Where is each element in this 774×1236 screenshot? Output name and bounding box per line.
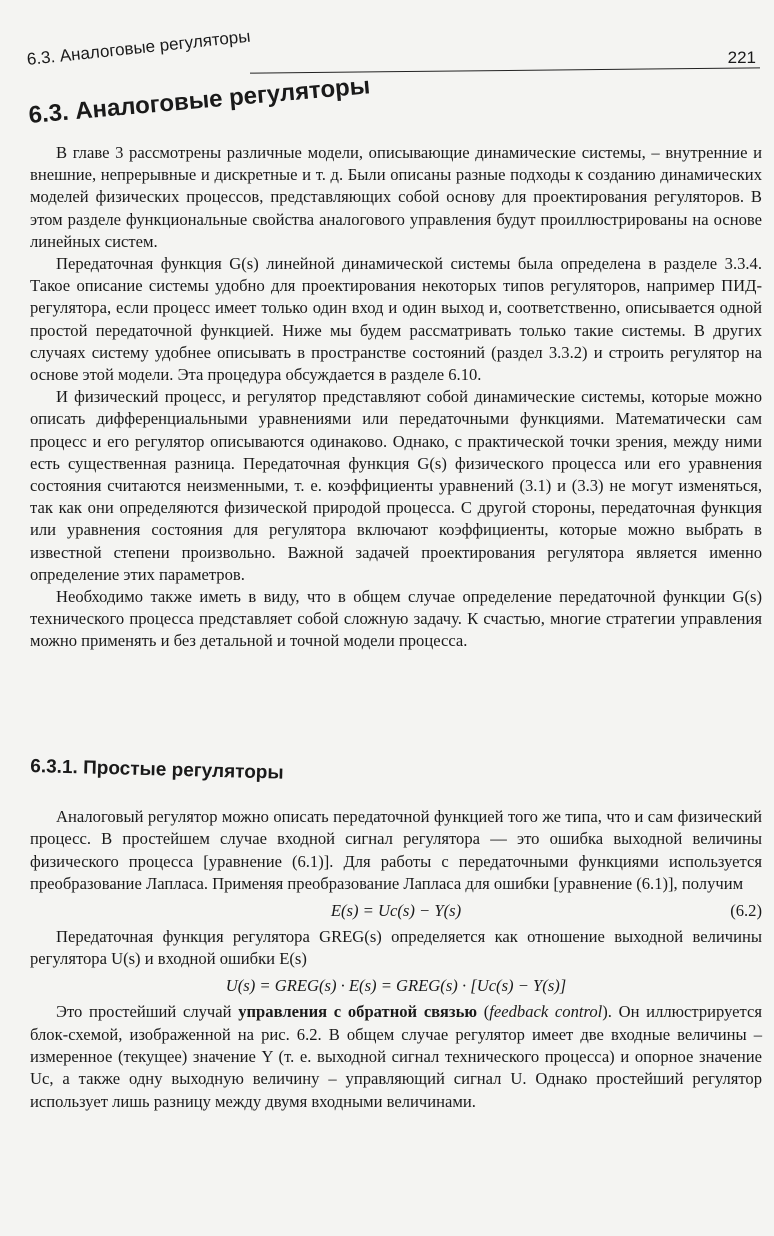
- equation-6-2: [30, 900, 762, 922]
- paragraph: И физический процесс, и регулятор представляют собой динамические системы, которые можно описать дифференциальными уравнениями или передаточными функциями. Математически сам процесс и его регулятор описываются одинаково. Однако, с практической точки зрения, между ними есть существенная разница. Передаточная функция G(s) физического процесса или его уравнения состояния считаются неизменными, т. е. коэффициенты уравнений (3.1) и (3.3) не могут изменяться, так как они определяются физической природой процесса. С другой стороны, передаточная функция или уравнения состояния для регулятора включают коэффициенты, которые можно выбрать в известной степени произвольно. Важной задачей проектирования регулятора является именно определение этих параметров.: [30, 387, 762, 584]
- subsection-title: 6.3.1. Простые регуляторы: [30, 756, 284, 784]
- equation-text: E(s) = Uc(s) − Y(s): [330, 900, 462, 920]
- page-number: 221: [727, 48, 756, 67]
- paragraph: В главе 3 рассмотрены различные модели, описывающие динамические системы, – внутренние и внешние, непрерывные и дискретные и т. д. Были описаны разные подходы к созданию динамических моделей физических процессов, представляющих собой основу для проектирования регуляторов. В этом разделе функциональные свойства аналогового управления будут проиллюстрированы на основе линейных систем.: [30, 143, 762, 251]
- paragraph: Передаточная функция регулятора GREG(s) определяется как отношение выходной величины регулятора U(s) и входной ошибки E(s): [30, 927, 762, 969]
- paragraph: Аналоговый регулятор можно описать передаточной функцией того же типа, что и сам физический процесс. В простейшем случае входной сигнал регулятора — это ошибка выходной величины физического процесса [уравнение (6.1)]. Для работы с передаточными функциями используется преобразование Лапласа. Применяя преобразование Лапласа для ошибки [уравнение (6.1)], получим: [30, 807, 762, 894]
- running-head: 6.3. Аналоговые регуляторы: [25, 26, 252, 70]
- header-rule: [250, 67, 760, 73]
- equation-controller: [30, 975, 762, 997]
- paragraph: Это простейший случай управления с обратной связью (feedback control). Он иллюстрируется блок-схемой, изображенной на рис. 6.2. В общем случае регулятор имеет две входные величины – измеренное (текущее) значение Y (т. е. выходной сигнал технического процесса) и опорное значение Uc, а также одну выходную величину – управляющий сигнал U. Однако простейший регулятор использует лишь разницу между двумя входными величинами.: [30, 1002, 762, 1111]
- section-body: [30, 142, 762, 653]
- paragraph: Необходимо также иметь в виду, что в общем случае определение передаточной функции G(s) технического процесса представляет собой сложную задачу. К счастью, многие стратегии управления можно применять и без детальной и точной модели процесса.: [30, 587, 762, 651]
- paragraph-rest: Он иллюстрируется блок-схемой, изображенной на рис. 6.2. В общем случае регулятор имеет две входные величины – измеренное (текущее) значение Y (т. е. выходной сигнал технического процесса) и опорное значение Uc, а также одну выходную величину – управляющий сигнал U. Однако простейший регулятор использует лишь разницу между двумя входными величинами.: [30, 1002, 762, 1111]
- section-title: 6.3. Аналоговые регуляторы: [27, 72, 372, 130]
- bold-term: управления с обратной связью: [238, 1002, 478, 1022]
- equation-number: (6.2): [730, 900, 762, 920]
- paragraph-start: Это простейший случай: [56, 1002, 239, 1022]
- equation-text: U(s) = GREG(s) · E(s) = GREG(s) · [Uc(s) − Y(s)]: [225, 975, 567, 995]
- english-term: feedback control: [489, 1002, 603, 1022]
- subsection-body: [30, 806, 762, 1113]
- paragraph: Передаточная функция G(s) линейной динамической системы была определена в разделе 3.3.4. Такое описание системы удобно для проектирования некоторых типов регуляторов, например ПИД-регулятора, если процесс имеет только один вход и один выход и, соответственно, описывается одной простой передаточной функцией. Ниже мы будем рассматривать только такие системы. В других случаях систему удобнее описывать в пространстве состояний (раздел 3.3.2) и строить регулятор на основе этой модели. Эта процедура обсуждается в разделе 6.10.: [30, 254, 762, 385]
